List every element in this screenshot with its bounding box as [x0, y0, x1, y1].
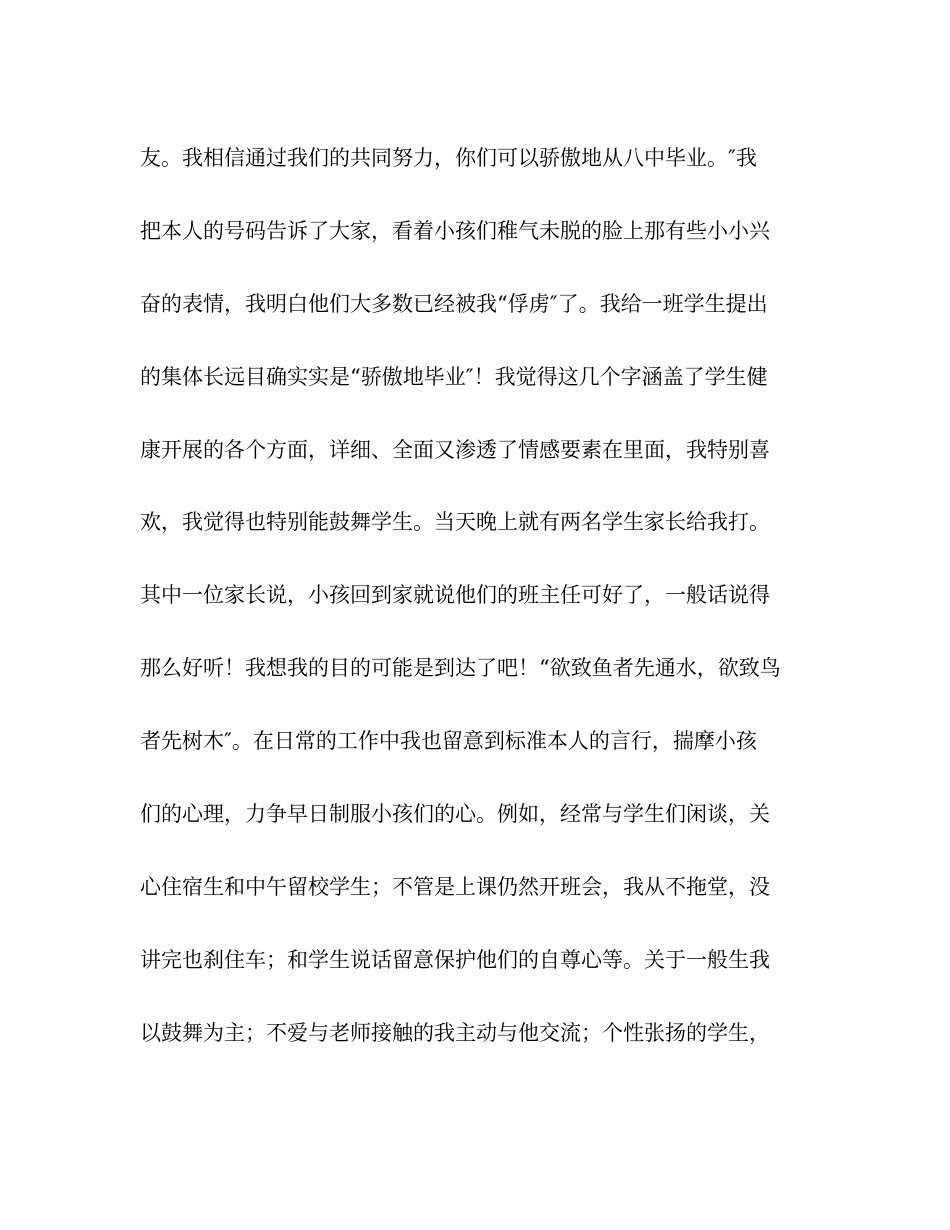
body-text: [140, 134, 820, 1082]
text-line: 讲完也刹住车；和学生说话留意保护他们的自尊心等。关于一般生我: [140, 947, 770, 972]
text-line: 欢，我觉得也特别能鼓舞学生。当天晚上就有两名学生家长给我打。: [140, 510, 770, 535]
text-line: 把本人的号码告诉了大家，看着小孩们稚气未脱的脸上那有些小小兴: [140, 218, 770, 243]
text-line: 以鼓舞为主；不爱与老师接触的我主动与他交流；个性张扬的学生，: [140, 1020, 770, 1045]
text-line: 们的心理，力争早日制服小孩们的心。例如，经常与学生们闲谈，关: [140, 802, 770, 827]
text-line: 友。我相信通过我们的共同努力，你们可以骄傲地从八中毕业。″我: [140, 146, 757, 170]
text-line: 的集体长远目确实实是“骄傲地毕业″！我觉得这几个字涵盖了学生健: [140, 364, 768, 389]
text-line: 康开展的各个方面，详细、全面又渗透了情感要素在里面，我特别喜: [140, 437, 770, 462]
text-line: 者先树木″。在日常的工作中我也留意到标准本人的言行，揣摩小孩: [140, 729, 757, 754]
text-line: 奋的表情，我明白他们大多数已经被我“俘虏″了。我给一班学生提出: [140, 291, 768, 316]
text-line: 其中一位家长说，小孩回到家就说他们的班主任可好了，一般话说得: [140, 583, 770, 608]
text-line: 那么好听！我想我的目的可能是到达了吧！“欲致鱼者先通水，欲致鸟: [140, 656, 781, 681]
text-line: 心住宿生和中午留校学生；不管是上课仍然开班会，我从不拖堂，没: [140, 874, 770, 899]
